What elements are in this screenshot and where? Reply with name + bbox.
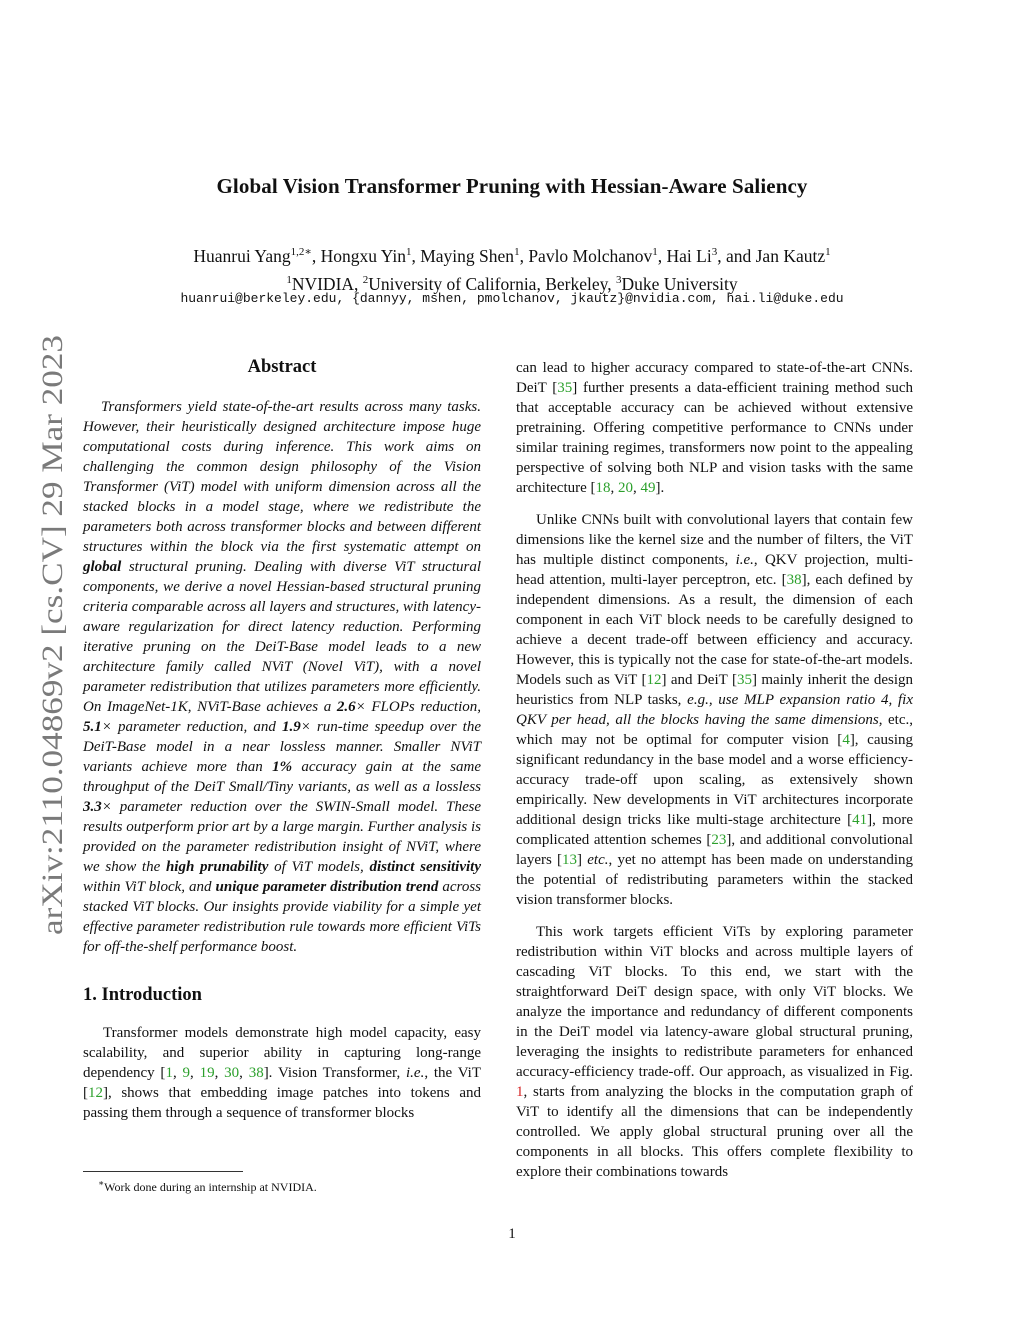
- author-name: Hai Li: [666, 245, 712, 266]
- text-run: This work targets efficient ViTs by exploring parameter redistribution within ViT blocks and across multiple layers of cascading ViT blocks. To this end, we start with the straightforward DeiT design space, with only ViT blocks. We analyze the importance and redundancy of different components in the DeiT model via latency-aware global structural pruning, leveraging the insights to redistribute parameters for enhanced accuracy-efficiency trade-off. Our approach, as visualized in Fig.: [516, 924, 913, 1080]
- text-run: ].: [655, 480, 665, 496]
- text-run: ,: [214, 1065, 225, 1081]
- abstract-heading: Abstract: [247, 357, 317, 377]
- text-run: of ViT models,: [268, 859, 370, 875]
- text-run: ] and DeiT [: [661, 672, 737, 688]
- citation-link[interactable]: 13: [562, 852, 578, 868]
- right-paragraph-2: [516, 510, 913, 910]
- text-run: ] mainly inherit the design heuristics from NLP tasks,: [516, 672, 913, 708]
- page-number: 1: [508, 1226, 516, 1242]
- author-affiliation-mark: 1: [825, 246, 831, 258]
- footnote-rule: [83, 1171, 243, 1172]
- text-run: 1.9: [281, 719, 301, 735]
- arxiv-side-stamp: [4, 330, 84, 940]
- author-affiliation-mark: 1: [652, 246, 658, 258]
- arxiv-stamp-text: arXiv:2110.04869v2 [cs.CV] 29 Mar 2023: [36, 422, 69, 935]
- author-name: Hongxu Yin: [320, 245, 406, 266]
- text-run: can lead to higher accuracy compared to state-of-the-art CNNs. DeiT [: [516, 360, 913, 396]
- text-run: ], and additional convolutional layers [: [516, 832, 913, 868]
- footnote-text: Work done during an internship at NVIDIA.: [104, 1180, 317, 1194]
- author-affiliation-mark: 1,2∗: [290, 246, 312, 258]
- text-run: ,: [172, 1065, 183, 1081]
- text-run: , QKV projection, multi-head attention, multi-layer perceptron, etc. [: [516, 552, 913, 588]
- text-run: within ViT block, and: [83, 879, 216, 895]
- citation-link[interactable]: 12: [88, 1085, 103, 1101]
- text-run: Transformer models demonstrate high model capacity, easy scalability, and superior ability in capturing long-range dependency [: [83, 1025, 481, 1081]
- text-run: global: [83, 559, 122, 575]
- citation-link[interactable]: 12: [646, 672, 662, 688]
- text-run: Unlike CNNs built with convolutional layers that contain few dimensions like the kernel size and the number of filters, the ViT has multiple distinct components,: [516, 512, 913, 568]
- citation-link[interactable]: 41: [852, 812, 868, 828]
- citation-link[interactable]: 35: [557, 380, 573, 396]
- text-run: , yet no attempt has been made on understanding the potential of redistributing parameters within the stacked vision transformer blocks.: [516, 852, 914, 908]
- text-run: i.e.: [406, 1065, 425, 1081]
- text-run: ], causing significant redundancy in the base model and a worse efficiency-accuracy trade-off upon scaling, as extensively shown empirically. New developments in ViT architectures incorporate additional design tricks like multi-stage architecture [: [516, 732, 913, 828]
- citation-link[interactable]: 18: [595, 480, 611, 496]
- author-name: Jan Kautz: [755, 245, 826, 266]
- text-run: i.e.: [735, 552, 754, 568]
- text-run: etc.: [587, 852, 609, 868]
- affiliation-mark: 1: [286, 273, 292, 286]
- citation-link[interactable]: 30: [224, 1065, 240, 1081]
- citation-link[interactable]: 20: [618, 480, 634, 496]
- text-run: unique parameter distribution trend: [215, 879, 439, 895]
- citation-link[interactable]: 19: [199, 1065, 215, 1081]
- text-run: , starts from analyzing the blocks in the computation graph of ViT to identify all the dimensions that can be independently controlled. We apply global structural pruning over all the components in all blocks. This offers complete flexibility to explore their combinations towards: [516, 1084, 913, 1180]
- right-paragraph-1: [516, 358, 913, 498]
- right-paragraph-3: [516, 922, 913, 1182]
- text-run: 3.3: [83, 799, 102, 815]
- author-affiliation-mark: 3: [711, 246, 718, 258]
- figure-link[interactable]: 1: [516, 1084, 524, 1100]
- text-run: ,: [610, 480, 619, 496]
- citation-link[interactable]: 4: [842, 732, 850, 748]
- text-run: ], more complicated attention schemes [: [516, 812, 913, 848]
- text-run: accuracy gain at the same throughput of the DeiT Small/Tiny variants, as well as a lossless: [83, 759, 481, 795]
- right-column: [516, 358, 913, 1182]
- affiliation-mark: 3: [615, 273, 622, 286]
- text-run: e.g., use MLP expansion ratio 4, fix QKV per head, all the blocks having the same dimensions: [516, 692, 913, 728]
- affiliation-name: NVIDIA: [291, 273, 355, 294]
- text-run: across stacked ViT blocks. Our insights provide viability for a simple yet effective parameter redistribution rule towards more efficient ViTs for off-the-shelf performance boost.: [83, 879, 481, 955]
- left-column: [83, 355, 481, 1123]
- affiliation-name: University of California, Berkeley: [368, 273, 608, 294]
- footnote-mark: ∗: [98, 1178, 105, 1188]
- footnote: [98, 1178, 317, 1195]
- text-run: × FLOPs reduction,: [355, 699, 482, 715]
- affiliation-mark: 2: [362, 273, 369, 286]
- text-run: × parameter reduction over the SWIN-Small model. These results outperform prior art by a large margin. Further analysis is provided on the parameter redistribution insight of NViT, where we show the: [83, 799, 481, 875]
- text-run: ] further presents a data-efficient training method such that acceptable accuracy can be achieved without extensive pretraining. Offering competitive performance to CNNs under similar training regimes, transformers now point to the appealing perspective of solving both NLP and vision tasks with the same architecture [: [516, 380, 913, 496]
- citation-link[interactable]: 9: [182, 1065, 190, 1081]
- text-run: ,: [633, 480, 641, 496]
- text-run: , etc., which may not be optimal for computer vision [: [516, 712, 914, 748]
- text-run: ,: [190, 1065, 200, 1081]
- text-run: , the ViT [: [83, 1065, 482, 1101]
- author-block: [0, 240, 1024, 296]
- paper-title: Global Vision Transformer Pruning with Hessian-Aware Saliency: [216, 174, 808, 198]
- citation-link[interactable]: 23: [711, 832, 727, 848]
- text-run: 1%: [272, 759, 293, 775]
- text-run: Transformers yield state-of-the-art results across many tasks. However, their heuristically designed architecture impose huge computational costs during inference. This work aims on challenging the common design philosophy of the Vision Transformer (ViT) model with uniform dimension across all the stacked blocks in a model stage, where we redistribute the parameters both across transformer blocks and between different structures within the block via the first systematic attempt on: [83, 399, 481, 555]
- text-run: 2.6: [336, 699, 356, 715]
- author-affiliation-mark: 1: [514, 246, 520, 258]
- author-name: Huanrui Yang: [193, 245, 291, 266]
- author-affiliation-mark: 1: [405, 246, 412, 258]
- citation-link[interactable]: 38: [786, 572, 802, 588]
- affiliation-list: $^1$NVIDIA, $^2$University of California, Berkeley, $^3$Duke University: [286, 273, 738, 294]
- author-name: Pavlo Molchanov: [528, 245, 653, 266]
- introduction-heading: 1. Introduction: [83, 985, 202, 1005]
- text-run: × run-time speedup over the DeiT-Base model in a near lossless manner. Smaller NViT variants achieve more than: [83, 719, 481, 775]
- text-run: distinct sensitivity: [369, 859, 481, 875]
- text-run: high prunability: [165, 859, 269, 875]
- text-run: 5.1: [83, 719, 102, 735]
- citation-link[interactable]: 38: [248, 1065, 264, 1081]
- author-list: Huanrui Yang$^{1,2∗}$, Hongxu Yin$^1$, Maying Shen$^1$, Pavlo Molchanov$^1$, Hai Li$^3$, and Jan Kautz$^1$: [193, 245, 831, 266]
- affiliation-name: Duke University: [621, 273, 738, 294]
- citation-link[interactable]: 35: [736, 672, 752, 688]
- citation-link[interactable]: 1: [165, 1065, 173, 1081]
- text-run: structural pruning. Dealing with diverse ViT structural components, we derive a novel Hessian-based structural pruning criteria comparable across all layers and structures, with latency-aware regularization for direct latency reduction. Performing iterative pruning on the DeiT-Base model leads to a new architecture family called NViT (Novel ViT), with a novel parameter redistribution that utilizes parameters more efficiently. On ImageNet-1K, NViT-Base achieves a: [83, 559, 481, 715]
- text-run: ], each defined by independent dimensions. As a result, the dimension of each component in each ViT block needs to be carefully designed to achieve a decent trade-off between efficiency and accuracy. However, this is typically not the case for state-of-the-art models. Models such as ViT [: [516, 572, 913, 688]
- intro-paragraph: [83, 1023, 481, 1123]
- text-run: ], shows that embedding image patches into tokens and passing them through a sequence of transformer blocks: [83, 1085, 481, 1121]
- email-list: huanrui@berkeley.edu, {dannyy, mshen, pmolchanov, jkautz}@nvidia.com, hai.li@duke.edu: [180, 291, 844, 306]
- abstract-body: [83, 397, 481, 957]
- text-run: ]. Vision Transformer,: [263, 1065, 406, 1081]
- text-run: × parameter reduction, and: [101, 719, 282, 735]
- citation-link[interactable]: 49: [640, 480, 656, 496]
- text-run: ]: [577, 852, 588, 868]
- text-run: ,: [239, 1065, 249, 1081]
- author-name: Maying Shen: [420, 245, 515, 266]
